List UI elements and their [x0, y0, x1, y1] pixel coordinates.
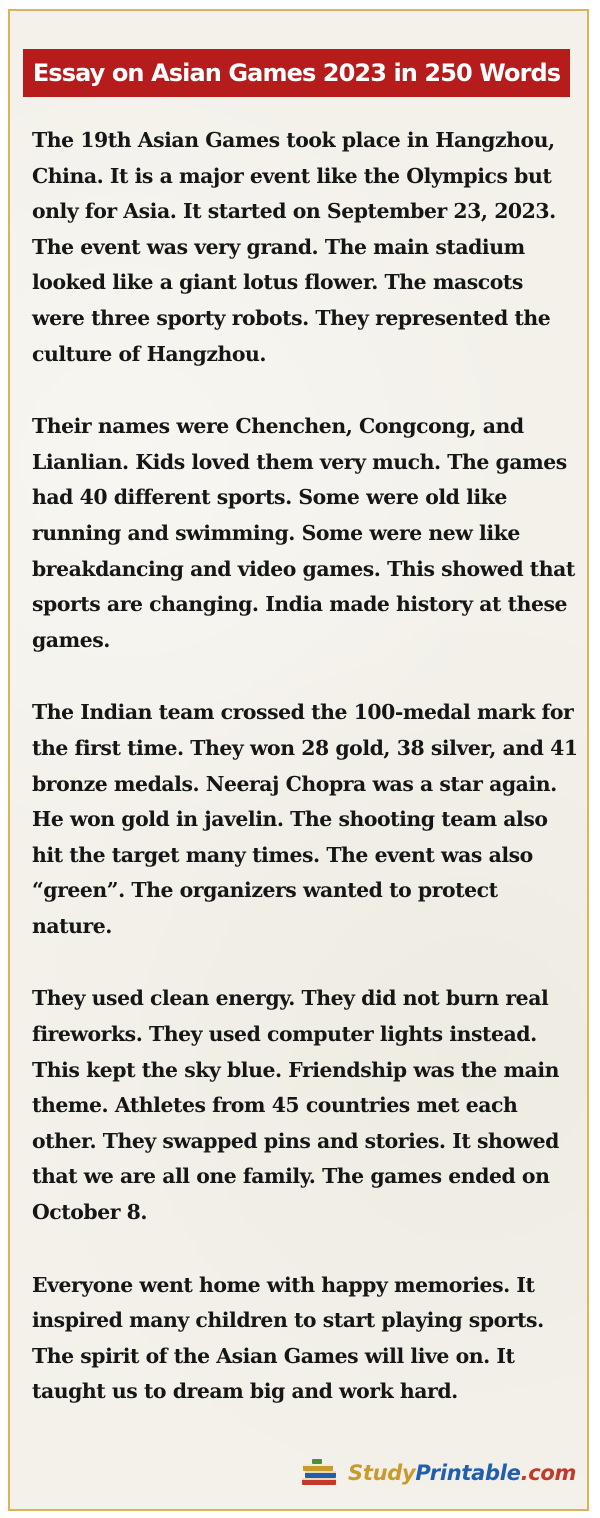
studyprintable-logo [300, 1458, 576, 1488]
essay-card [8, 9, 589, 1511]
logo-printable-text: Printable [415, 1461, 521, 1485]
logo-study-text: Study [348, 1461, 416, 1485]
paragraph-4: They used clean energy. They did not burn real fireworks. They used computer lights instead. This kept the sky blue. Friendship was the main theme. Athletes from 45 countries met each other. They swapped pins and stories. It showed that we are all one family. The games ended on October 8. [32, 986, 560, 1225]
paragraph-5: Everyone went home with happy memories. It inspired many children to start playing sports. The spirit of the Asian Games will live on. It taught us to dream big and work hard. [32, 1272, 544, 1404]
title-banner [23, 49, 570, 97]
paragraph-3: The Indian team crossed the 100-medal mark for the first time. They won 28 gold, 38 silver, and 41 bronze medals. Neeraj Chopra was a star again. He won gold in javelin. The shooting team also hit the target many times. The event was also “green”. The organizers wanted to protect nature. [32, 700, 578, 938]
logo-wordmark [348, 1461, 576, 1485]
essay-body [32, 123, 580, 1447]
paragraph-2: Their names were Chenchen, Congcong, and Lianlian. Kids loved them very much. The games had 40 different sports. Some were old like running and swimming. Some were new like breakdancing and video games. This showed that sports are changing. India made history at these games. [32, 414, 575, 652]
paragraph-1: The 19th Asian Games took place in Hangzhou, China. It is a major event like the Olympics but only for Asia. It started on September 23, 2023. The event was very grand. The main stadium looked like a giant lotus flower. The mascots were three sporty robots. They represented the culture of Hangzhou. [32, 128, 556, 366]
page-title: Essay on Asian Games 2023 in 250 Words [32, 59, 561, 87]
stacked-books-icon [300, 1458, 340, 1488]
logo-domain-text: .com [520, 1461, 577, 1485]
